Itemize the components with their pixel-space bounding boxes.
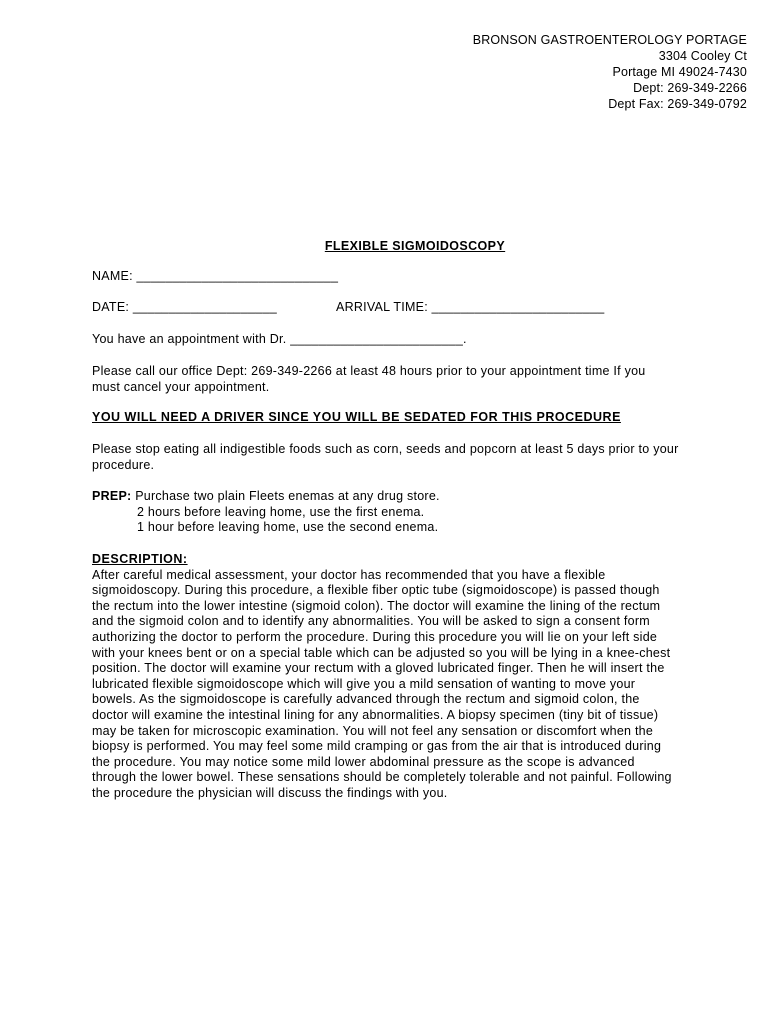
description-line: After careful medical assessment, your doctor has recommended that you have a flexible (92, 567, 606, 582)
prep-section (92, 489, 742, 536)
prep-step: 2 hours before leaving home, use the first enema. (137, 504, 425, 519)
description-line: the procedure. You may notice some mild lower abdominal pressure as the scope is advanced (92, 754, 635, 769)
description-line: position. The doctor will examine your rectum with a gloved lubricated finger. Then he will insert the (92, 661, 665, 676)
city-state-zip: Portage MI 49024-7430 (612, 65, 747, 79)
description-line: bowels. As the sigmoidoscope is carefully advanced through the rectum and sigmoid colon, the (92, 692, 640, 707)
document-title: FLEXIBLE SIGMOIDOSCOPY (324, 239, 506, 253)
description-line: through the lower bowel. These sensations should be completely tolerable and not painful. Following (92, 770, 672, 785)
description-line: the rectum into the lower intestine (sigmoid colon). The doctor will examine the lining of the rectum (92, 598, 661, 613)
cancel-line: Please call our office Dept: 269-349-2266 at least 48 hours prior to your appointment time If you (92, 364, 646, 378)
description-heading: DESCRIPTION: (92, 552, 188, 566)
prep-first-line (92, 489, 742, 505)
name-field: NAME: ____________________________ (92, 269, 339, 283)
diet-line: Please stop eating all indigestible foods such as corn, seeds and popcorn at least 5 days prior to your (92, 442, 679, 456)
diet-paragraph (92, 442, 742, 473)
prep-label: PREP: (92, 489, 132, 503)
description-line: biopsy is performed. You may feel some mild cramping or gas from the air that is introduced during (92, 739, 662, 754)
clinic-name: BRONSON GASTROENTEROLOGY PORTAGE (472, 33, 747, 47)
street-address: 3304 Cooley Ct (658, 49, 747, 63)
driver-notice: YOU WILL NEED A DRIVER SINCE YOU WILL BE SEDATED FOR THIS PROCEDURE (92, 410, 621, 424)
description-line: lubricated flexible sigmoidoscope which will give you a mild sensation of wanting to move your (92, 676, 636, 691)
description-line: with your knees bent or on a special table which can be adjusted so you will be lying in a knee-chest (92, 645, 671, 660)
prep-purchase: Purchase two plain Fleets enemas at any drug store. (135, 489, 440, 503)
description-line: sigmoidoscopy. During this procedure, a flexible fiber optic tube (sigmoidoscope) is passed though (92, 583, 660, 598)
cancel-line: must cancel your appointment. (92, 379, 270, 394)
description-line: doctor will examine the intestinal lining for any abnormalities. A biopsy specimen (tiny bit of tissue) (92, 707, 659, 722)
dept-phone: Dept: 269-349-2266 (633, 81, 747, 95)
arrival-time-field: ARRIVAL TIME: ________________________ (336, 300, 605, 314)
cancel-paragraph (92, 364, 742, 395)
prep-step: 1 hour before leaving home, use the second enema. (137, 520, 439, 535)
description-section (92, 552, 742, 802)
description-line: authorizing the doctor to perform the procedure. During this procedure you will lie on your left side (92, 629, 658, 644)
date-field: DATE: ____________________ (92, 300, 277, 314)
clinic-address-block (473, 32, 747, 112)
diet-line: procedure. (92, 457, 155, 472)
description-line: the procedure the physician will discuss the findings with you. (92, 785, 448, 800)
dept-fax: Dept Fax: 269-349-0792 (608, 97, 747, 111)
description-line: and the sigmoid colon and to identify any abnormalities. You will be asked to sign a consent form (92, 614, 650, 629)
appointment-line: You have an appointment with Dr. ________________________. (92, 332, 467, 346)
description-line: may be taken for microscopic examination. You will not feel any sensation or discomfort when the (92, 723, 654, 738)
